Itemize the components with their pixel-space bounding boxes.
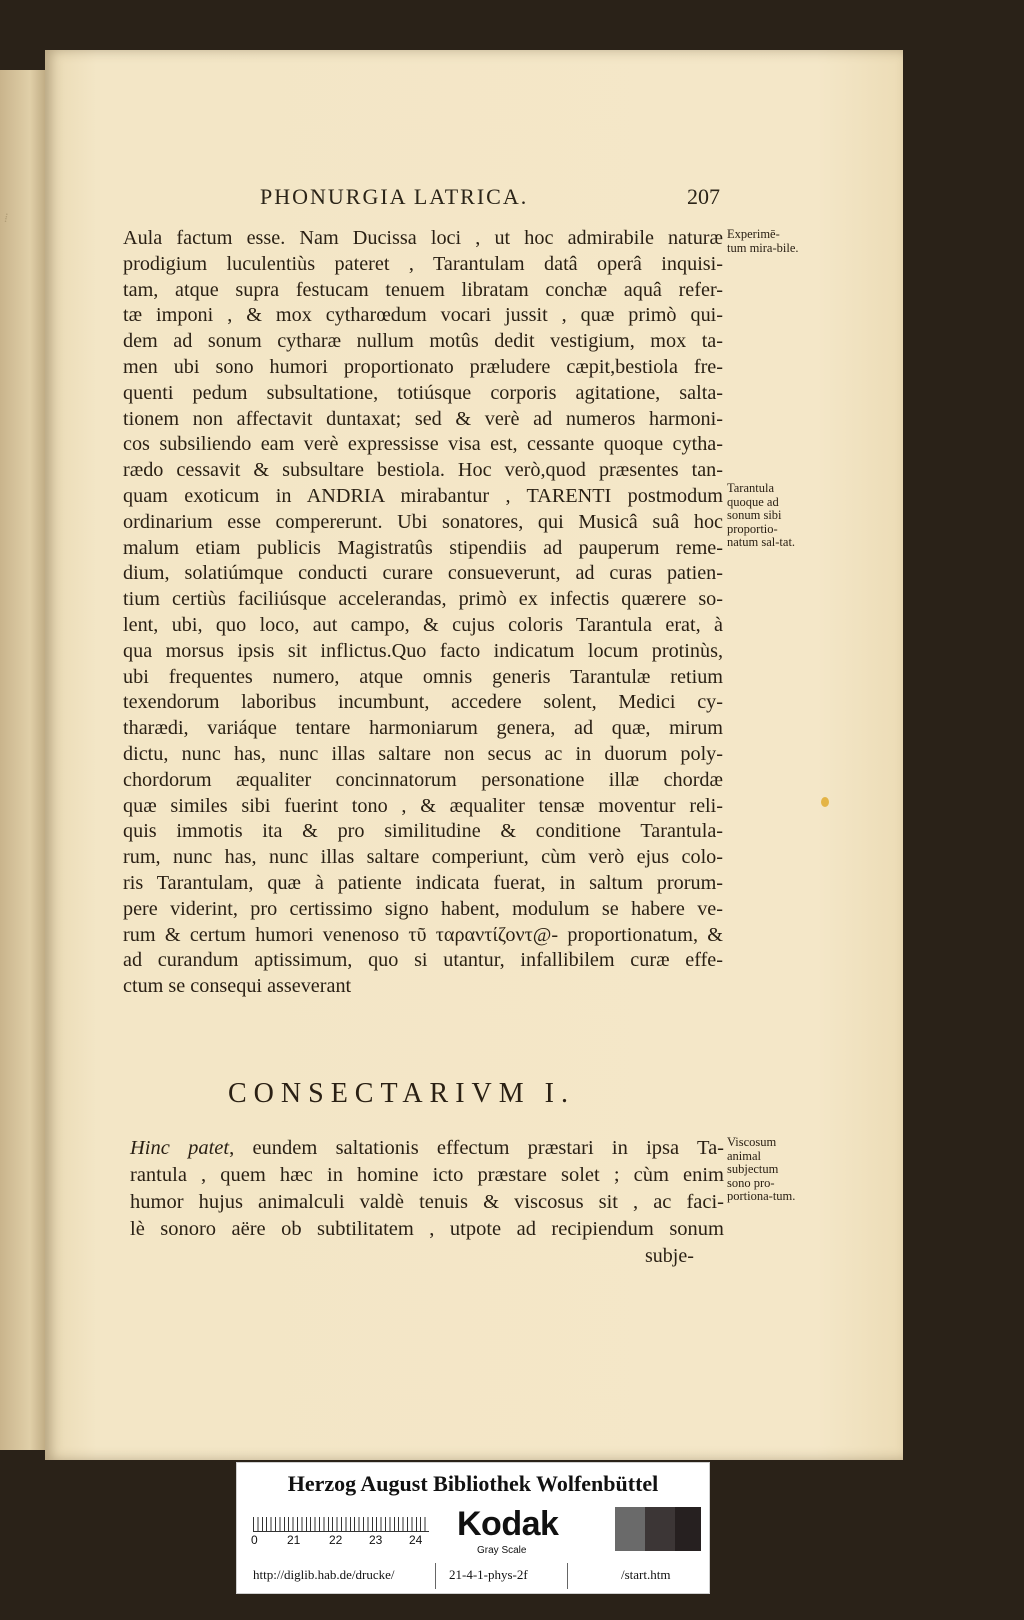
text-line: Aula factum esse. Nam Ducissa loci , ut hoc admirabile naturæ: [123, 227, 723, 249]
kodak-logo: Kodak: [457, 1505, 559, 1543]
text-line: ctum se consequi asseverant: [123, 975, 352, 998]
running-header: [260, 184, 720, 210]
ruler-number: 0: [251, 1533, 258, 1547]
text-line: rantula , quem hæc in homine icto præstare solet ; cùm enim: [130, 1164, 724, 1186]
text-line: tæ imponi , & mox cytharœdum vocari jussit , quæ primò qui-: [123, 304, 723, 327]
text-line: dem ad sonum cytharæ nullum motûs dedit vestigium, mox ta-: [123, 330, 723, 353]
text-line: tium certiùs faciliúsque accelerandas, primò ex infectis quærere so-: [123, 588, 723, 611]
ruler-number: 23: [369, 1533, 383, 1547]
gray-swatch: [675, 1507, 701, 1551]
text-line: quis immotis ita & pro similitudine & conditione Tarantula-: [123, 820, 723, 843]
url-part: /start.htm: [621, 1567, 671, 1582]
section-heading: CONSECTARIVM I.: [228, 1078, 575, 1109]
italic-lead: Hinc patet: [130, 1137, 230, 1159]
text-line: prodigium luculentiùs pateret , Tarantulam datâ operâ inquisi-: [123, 252, 723, 275]
url-part: 21-4-1-phys-2f: [449, 1567, 528, 1582]
library-title: Herzog August Bibliothek Wolfenbüttel: [287, 1471, 659, 1496]
text-line: ris Tarantulam, quæ à patiente indicata fuerat, in saltum prorum-: [123, 871, 723, 894]
text-line: dium, solatiúmque conducti curare consueverunt, ad curas patien-: [123, 562, 723, 585]
text-line: malum etiam publicis Magistratûs stipendiis ad pauperum reme-: [123, 536, 723, 559]
text-line: tharædi, variáque tentare harmoniarum genera, ad quæ, mirum: [123, 717, 723, 740]
text-line: men ubi sono humori proportionato præludere cæpit,bestiola fre-: [123, 355, 723, 378]
text-line: rum & certum humori venenoso τῦ ταραντίζοντ@- proportionatum, &: [123, 923, 723, 946]
show-through-text: ⁞: [4, 210, 9, 225]
text-line: lè sonoro aëre ob subtilitatem , utpote ad recipiendum sonum: [130, 1218, 724, 1240]
page-stain: [821, 797, 829, 807]
text-line: lent, ubi, quo loco, aut campo, & cujus coloris Tarantula erat, à: [123, 613, 723, 636]
gray-swatch: [645, 1507, 675, 1551]
text-line: pere viderint, pro certissimo signo habent, modulum se habere ve-: [123, 897, 723, 920]
color-target-card: [236, 1462, 710, 1594]
catchword: subje-: [645, 1245, 694, 1267]
text-line: [130, 1135, 724, 1162]
running-title: PHONURGIA LATRICA.: [260, 184, 529, 209]
text-line: ubi frequentes numero, atque omnis generis Tarantulæ retium: [123, 665, 723, 688]
text-line: quenti pedum subsultatione, totiúsque corporis agitatione, salta-: [123, 381, 723, 404]
divider: [567, 1563, 568, 1589]
corollary-text: [130, 1135, 724, 1243]
gray-scale-label: Gray Scale: [477, 1545, 527, 1556]
text-line: tam, atque supra festucam tenuem libratam conchæ aquâ refer-: [123, 278, 723, 301]
page-number: 207: [687, 184, 720, 209]
text-line: quæ similes sibi fuerint tono , & æqualiter tensæ moventur reli-: [123, 794, 723, 817]
margin-note-experimentum: Experimē-tum mira-bile.: [727, 227, 799, 255]
gray-swatch: [615, 1507, 645, 1551]
text-line: dictu, nunc has, nunc illas saltare non secus ac in duorum poly-: [123, 742, 723, 765]
text-line: rædo cessavit & subsultare bestiola. Hoc verò,quod præsentes tan-: [123, 459, 723, 482]
divider: [435, 1563, 436, 1589]
text-line: quam exoticum in ANDRIA mirabantur , TARENTI postmodum: [123, 484, 723, 507]
text-line: texendorum laboribus incumbunt, accedere solent, Medici cy-: [123, 691, 723, 714]
text-line: ad curandum aptissimum, quo si utantur, infallibilem curæ effe-: [123, 949, 723, 972]
margin-note-tarantula: Tarantula quoque ad sonum sibi proportio-natum sal-tat.: [727, 481, 796, 549]
text-fragment: , eundem saltationis effectum præstari in ipsa Ta-: [229, 1137, 724, 1159]
ruler-number: 22: [329, 1533, 343, 1547]
margin-note-viscosum: Viscosum animal subjectum sono pro-portiona-tum.: [727, 1135, 796, 1203]
text-line: tionem non affectavit duntaxat; sed & verè ad numeros harmoni-: [123, 407, 723, 430]
text-line: qua morsus ipsis sit inflictus.Quo facto indicatum locum protinùs,: [123, 639, 723, 662]
url-part: http://diglib.hab.de/drucke/: [253, 1567, 395, 1582]
text-line: cos subsiliendo eam verè expressisse visa est, cessante quoque cytha-: [123, 433, 723, 456]
text-line: ordinarium esse compererunt. Ubi sonatores, qui Musicâ suâ hoc: [123, 510, 723, 533]
scale-ruler: [253, 1507, 429, 1532]
ruler-number: 24: [409, 1533, 423, 1547]
text-line: chordorum æqualiter concinnatorum personatione illæ chordæ: [123, 768, 723, 791]
text-line: humor hujus animalculi valdè tenuis & viscosus sit , ac faci-: [130, 1191, 724, 1213]
text-line: rum, nunc has, nunc illas saltare comperiunt, cùm verò ejus colo-: [123, 846, 723, 869]
main-text: [123, 226, 723, 1000]
ruler-number: 21: [287, 1533, 301, 1547]
